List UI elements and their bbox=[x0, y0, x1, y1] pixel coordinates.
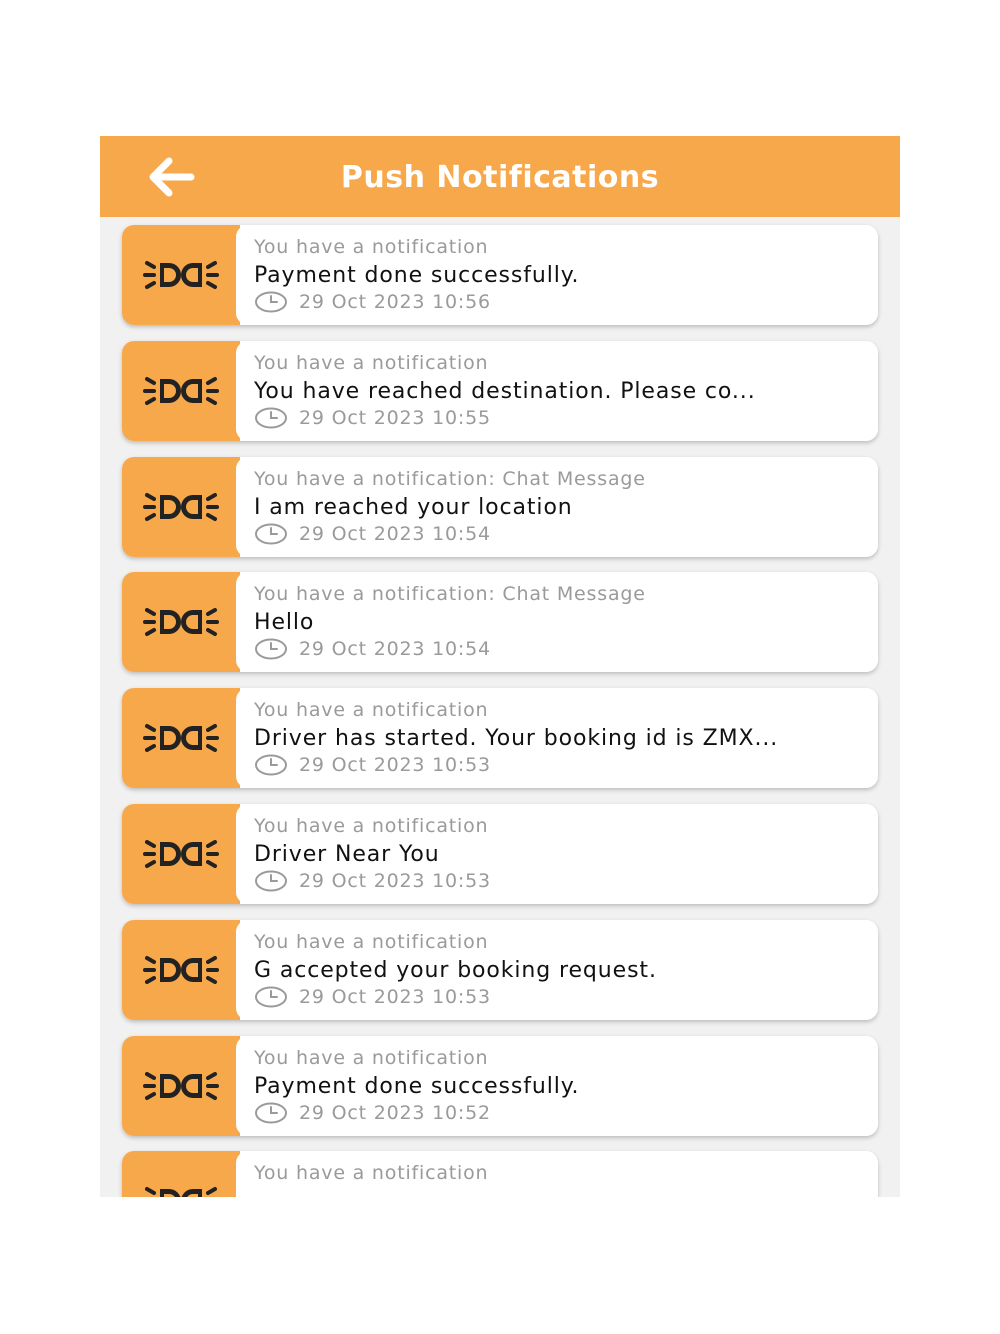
notification-card[interactable] bbox=[122, 225, 878, 325]
notification-card[interactable] bbox=[122, 341, 878, 441]
siren-icon-tile bbox=[122, 341, 240, 441]
clock-icon bbox=[254, 870, 288, 892]
notification-time bbox=[254, 291, 491, 313]
siren-icon bbox=[143, 836, 219, 872]
notification-card[interactable] bbox=[122, 572, 878, 672]
notification-message: Hello bbox=[254, 610, 315, 636]
clock-icon bbox=[254, 523, 288, 545]
notification-subtitle: You have a notification bbox=[254, 930, 489, 953]
notification-time bbox=[254, 407, 491, 429]
notification-subtitle: You have a notification bbox=[254, 236, 489, 258]
notification-time bbox=[254, 870, 491, 892]
siren-icon-tile bbox=[122, 457, 240, 557]
notification-timestamp: 29 Oct 2023 10:54 bbox=[299, 522, 491, 545]
back-button[interactable] bbox=[144, 154, 200, 200]
siren-icon-tile bbox=[122, 225, 240, 325]
clock-icon bbox=[254, 986, 288, 1008]
siren-icon bbox=[143, 373, 219, 409]
notification-card[interactable] bbox=[122, 457, 878, 557]
siren-icon bbox=[143, 1183, 219, 1197]
notification-time bbox=[254, 1102, 491, 1124]
clock-icon bbox=[254, 754, 288, 776]
notification-message: Payment done successfully. bbox=[254, 1073, 580, 1099]
notification-subtitle: You have a notification: Chat Message bbox=[254, 467, 646, 490]
siren-icon bbox=[143, 489, 219, 525]
clock-icon bbox=[254, 291, 288, 313]
notification-message: G accepted your booking request. bbox=[254, 957, 657, 983]
notification-content bbox=[236, 920, 878, 1020]
notification-message: Payment done successfully. bbox=[254, 263, 580, 288]
notification-content bbox=[236, 1036, 878, 1136]
notification-subtitle: You have a notification bbox=[254, 699, 489, 722]
notification-subtitle: You have a notification bbox=[254, 351, 489, 374]
notification-card[interactable] bbox=[122, 1036, 878, 1136]
siren-icon-tile bbox=[122, 1151, 240, 1197]
notification-content bbox=[236, 804, 878, 904]
notification-message: Driver has started. Your booking id is ZMX... bbox=[254, 726, 779, 752]
notification-card[interactable] bbox=[122, 804, 878, 904]
notification-timestamp: 29 Oct 2023 10:55 bbox=[299, 406, 491, 429]
notification-content bbox=[236, 225, 878, 325]
notification-time bbox=[254, 986, 491, 1008]
notification-card[interactable] bbox=[122, 1151, 878, 1197]
notification-subtitle: You have a notification bbox=[254, 1162, 489, 1185]
siren-icon bbox=[143, 1068, 219, 1104]
siren-icon-tile bbox=[122, 804, 240, 904]
siren-icon-tile bbox=[122, 688, 240, 788]
notification-timestamp: 29 Oct 2023 10:54 bbox=[299, 638, 491, 661]
notification-card[interactable] bbox=[122, 920, 878, 1020]
notifications-screen bbox=[100, 136, 900, 1197]
siren-icon bbox=[143, 604, 219, 640]
notification-timestamp: 29 Oct 2023 10:53 bbox=[299, 869, 491, 892]
notification-message: Driver Near You bbox=[254, 841, 440, 867]
notification-timestamp: 29 Oct 2023 10:53 bbox=[299, 754, 491, 777]
notification-subtitle: You have a notification: Chat Message bbox=[254, 583, 646, 606]
siren-icon-tile bbox=[122, 572, 240, 672]
siren-icon bbox=[143, 257, 219, 293]
arrow-left-icon bbox=[147, 157, 197, 197]
notification-card[interactable] bbox=[122, 688, 878, 788]
notification-time bbox=[254, 523, 491, 545]
notification-time bbox=[254, 638, 491, 660]
siren-icon bbox=[143, 952, 219, 988]
siren-icon-tile bbox=[122, 1036, 240, 1136]
notification-content bbox=[236, 688, 878, 788]
notification-timestamp: 29 Oct 2023 10:52 bbox=[299, 1101, 491, 1124]
notification-content bbox=[236, 572, 878, 672]
notification-time bbox=[254, 754, 491, 776]
siren-icon-tile bbox=[122, 920, 240, 1020]
siren-icon bbox=[143, 720, 219, 756]
clock-icon bbox=[254, 407, 288, 429]
notification-timestamp: 29 Oct 2023 10:56 bbox=[299, 291, 491, 313]
app-bar bbox=[100, 136, 900, 217]
notification-message: You have reached destination. Please co... bbox=[254, 378, 756, 404]
notification-subtitle: You have a notification bbox=[254, 814, 489, 837]
clock-icon bbox=[254, 1102, 288, 1124]
notification-content bbox=[236, 457, 878, 557]
notification-timestamp: 29 Oct 2023 10:53 bbox=[299, 985, 491, 1008]
notification-message: I am reached your location bbox=[254, 494, 573, 520]
notification-content bbox=[236, 341, 878, 441]
page-title: Push Notifications bbox=[340, 160, 660, 195]
notification-subtitle: You have a notification bbox=[254, 1046, 489, 1069]
clock-icon bbox=[254, 638, 288, 660]
notification-content bbox=[236, 1151, 878, 1197]
notification-list[interactable] bbox=[122, 225, 878, 1197]
